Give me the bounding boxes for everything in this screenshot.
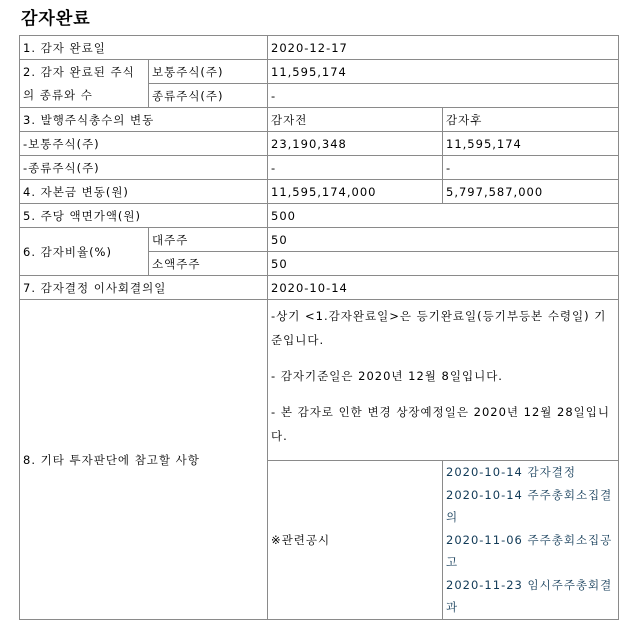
capital-after-value: 5,797,587,000 xyxy=(443,180,619,204)
board-date-value: 2020-10-14 xyxy=(268,276,619,300)
minor-shareholder-label: 소액주주 xyxy=(149,252,268,276)
preferred-after-value: - xyxy=(443,156,619,180)
related-disclosure-list xyxy=(443,461,619,620)
page-title: 감자완료 xyxy=(21,9,91,29)
capital-change-label: 4. 자본금 변동(원) xyxy=(20,180,268,204)
par-value-label: 5. 주당 액면가액(원) xyxy=(20,204,268,228)
before-header: 감자전 xyxy=(268,108,443,132)
completion-date-label: 1. 감자 완료일 xyxy=(20,36,268,60)
common-change-label: -보통주식(주) xyxy=(20,132,268,156)
preferred-change-label: -종류주식(주) xyxy=(20,156,268,180)
minor-shareholder-value: 50 xyxy=(268,252,619,276)
note-item: - 감자기준일은 2020년 12월 8일입니다. xyxy=(271,369,503,383)
common-shares-value: 11,595,174 xyxy=(268,60,619,84)
reduction-ratio-label: 6. 감자비율(%) xyxy=(20,228,149,276)
related-disclosure-link[interactable]: 2020-10-14 주주총회소집결의 xyxy=(446,487,613,524)
related-disclosure-link[interactable]: 2020-11-23 임시주주총회결과 xyxy=(446,577,613,614)
board-date-label: 7. 감자결정 이사회결의일 xyxy=(20,276,268,300)
related-disclosure-link[interactable]: 2020-10-14 감자결정 xyxy=(446,465,576,479)
preferred-before-value: - xyxy=(268,156,443,180)
other-info-label: 8. 기타 투자판단에 참고할 사항 xyxy=(20,300,268,620)
after-header: 감자후 xyxy=(443,108,619,132)
note-item: -상기 <1.감자완료일>은 등기완료일(등기부등본 수령일) 기준입니다. xyxy=(271,309,607,347)
related-disclosure-label: ※관련공시 xyxy=(268,461,443,620)
related-disclosure-link[interactable]: 2020-11-06 주주총회소집공고 xyxy=(446,532,613,569)
share-change-label: 3. 발행주식총수의 변동 xyxy=(20,108,268,132)
major-shareholder-label: 대주주 xyxy=(149,228,268,252)
disclosure-table xyxy=(19,35,619,620)
completion-date-value: 2020-12-17 xyxy=(268,36,619,60)
preferred-shares-value: - xyxy=(268,84,619,108)
note-item: - 본 감자로 인한 변경 상장예정일은 2020년 12월 28일입니다. xyxy=(271,405,611,443)
major-shareholder-value: 50 xyxy=(268,228,619,252)
other-info-notes xyxy=(268,300,619,461)
common-after-value: 11,595,174 xyxy=(443,132,619,156)
common-shares-label: 보통주식(주) xyxy=(149,60,268,84)
preferred-shares-label: 종류주식(주) xyxy=(149,84,268,108)
reduced-shares-label: 2. 감자 완료된 주식의 종류와 수 xyxy=(20,60,149,108)
par-value-value: 500 xyxy=(268,204,619,228)
common-before-value: 23,190,348 xyxy=(268,132,443,156)
capital-before-value: 11,595,174,000 xyxy=(268,180,443,204)
